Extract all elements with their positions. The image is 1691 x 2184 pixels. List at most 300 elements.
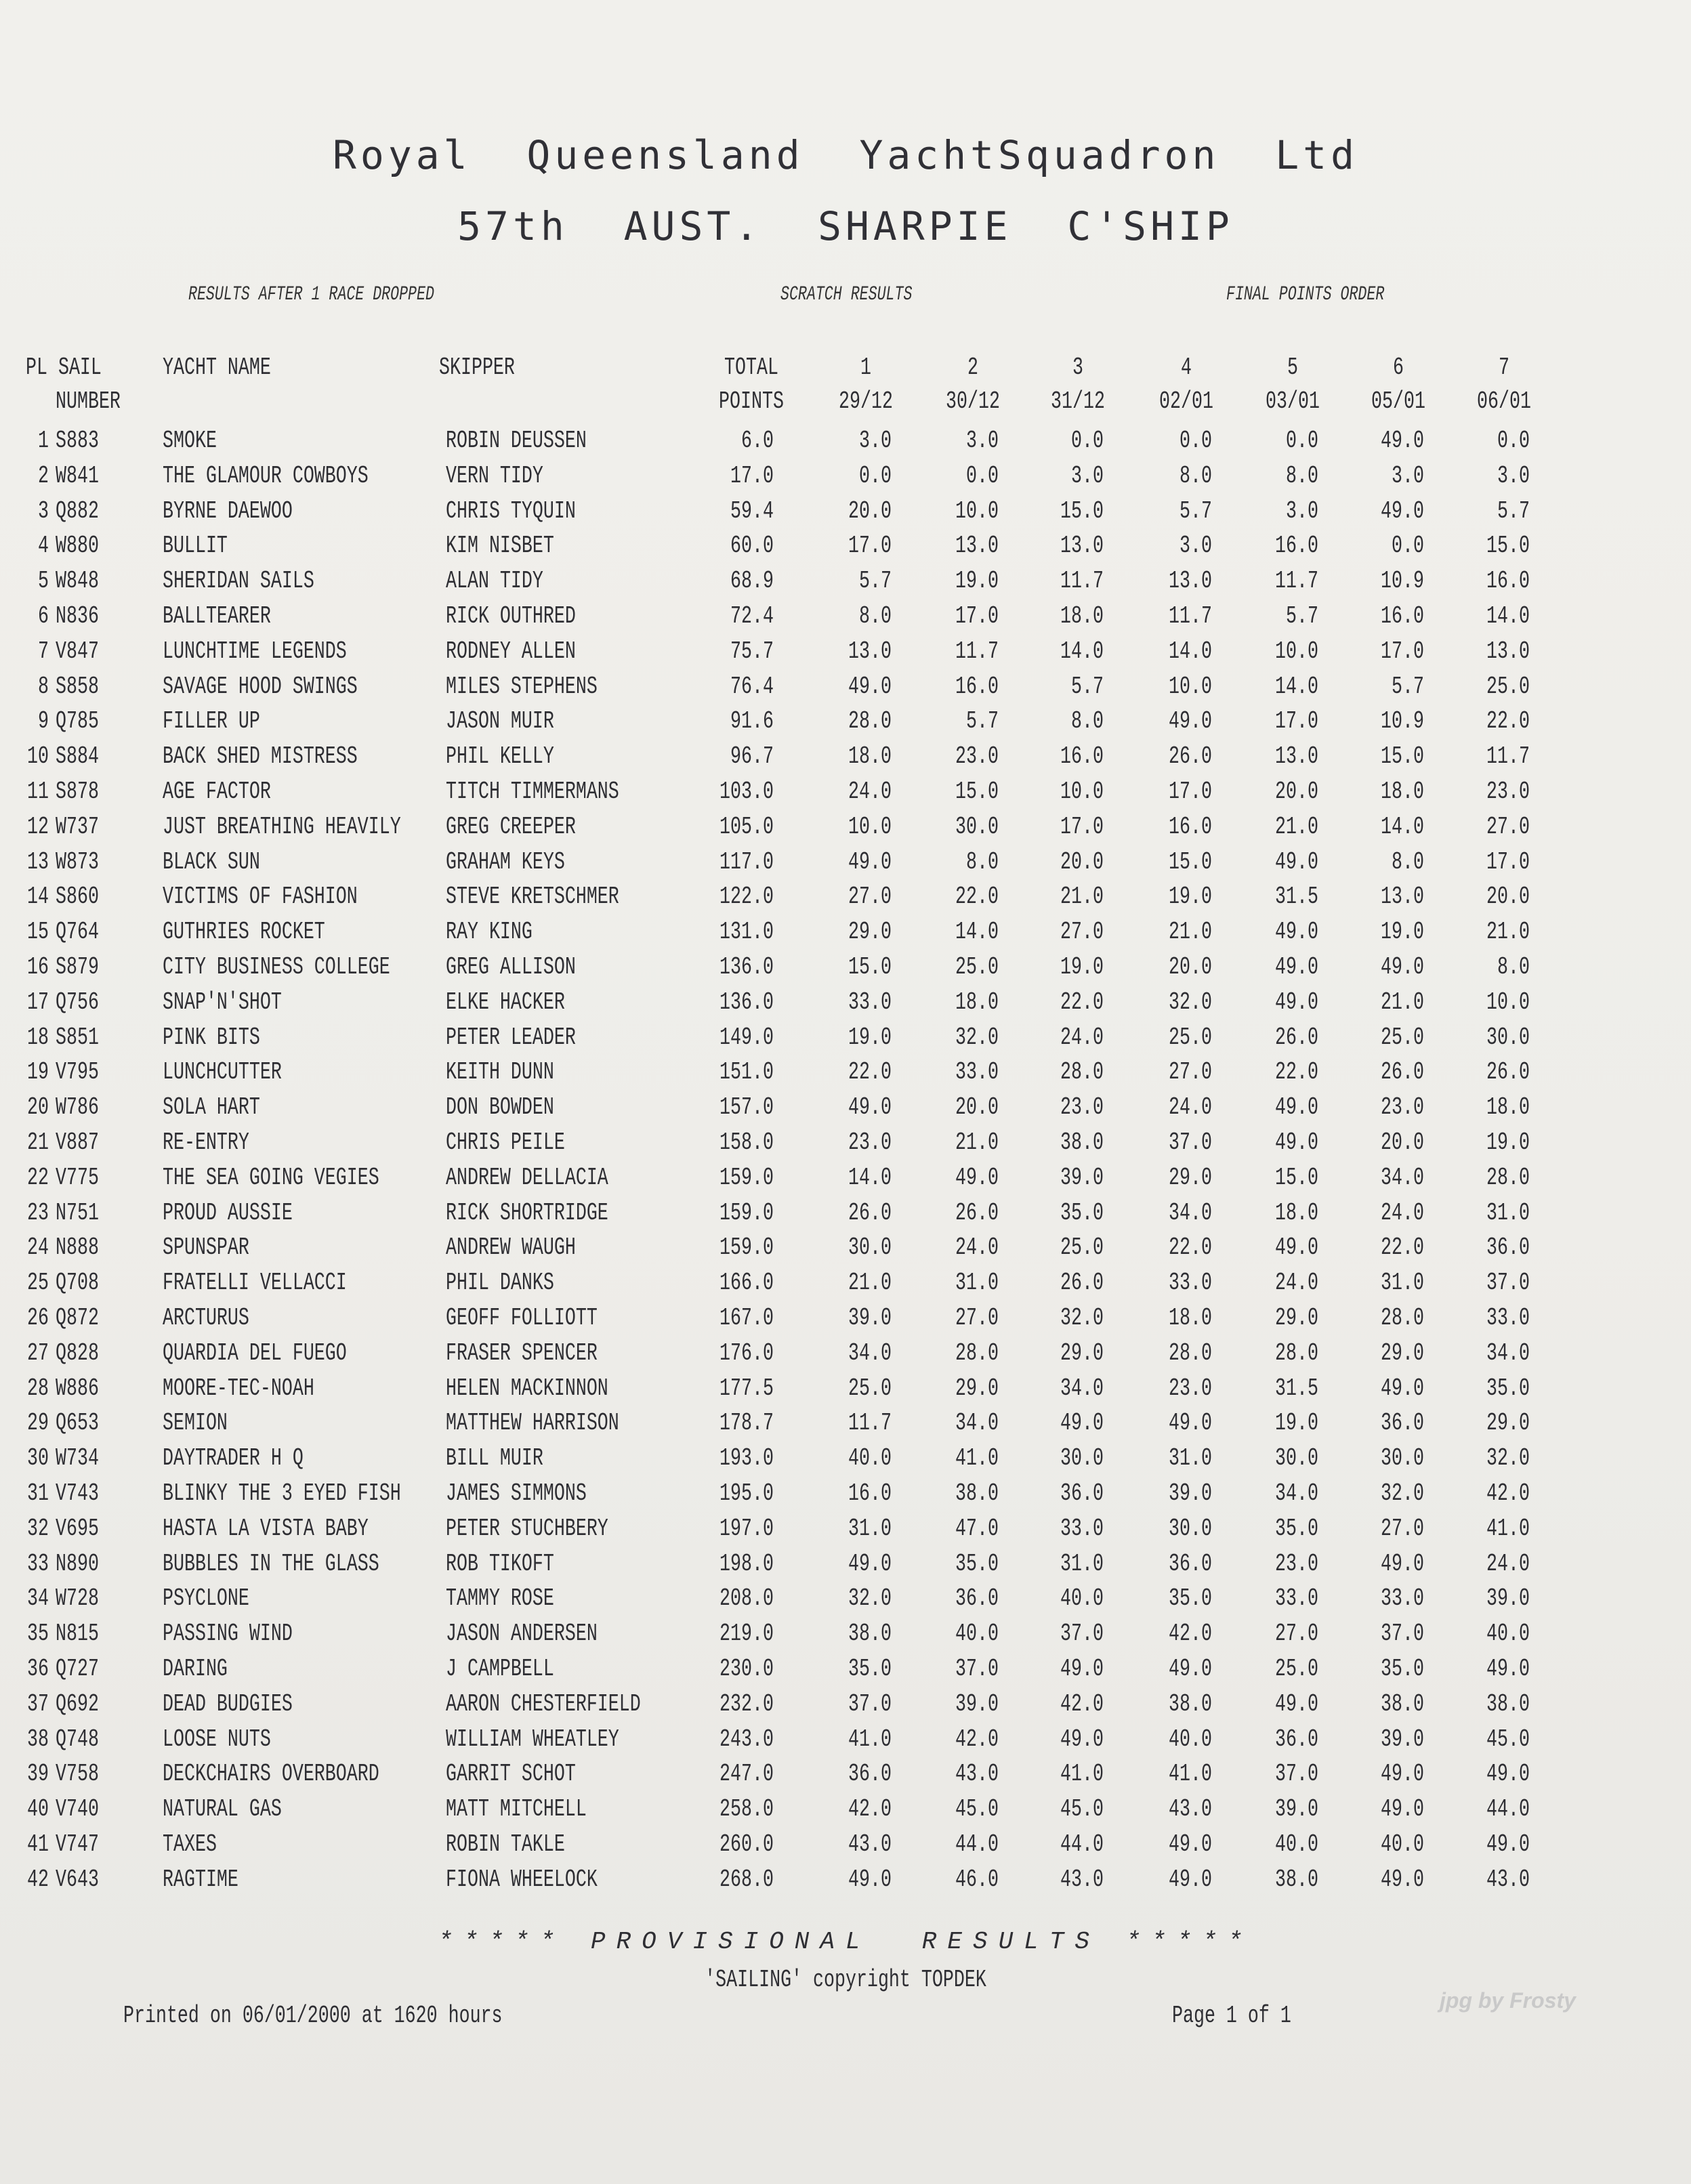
- place-cell: 33: [27, 1549, 49, 1578]
- sail-number-cell: Q653: [56, 1409, 99, 1437]
- race-7-score-cell: 36.0: [1486, 1234, 1530, 1262]
- place-cell: 11: [27, 778, 49, 805]
- race-5-score-cell: 35.0: [1275, 1514, 1318, 1542]
- race-2-score-cell: 19.0: [955, 567, 999, 595]
- race-3-score-cell: 18.0: [1060, 602, 1104, 630]
- place-cell: 29: [27, 1409, 49, 1437]
- race-7-score-cell: 27.0: [1486, 812, 1530, 841]
- race-7-score-cell: 49.0: [1486, 1760, 1530, 1788]
- total-points-cell: 198.0: [719, 1549, 774, 1578]
- total-points-cell: 247.0: [719, 1760, 774, 1788]
- yacht-name-cell: SNAP'N'SHOT: [163, 988, 282, 1016]
- race-7-score-cell: 22.0: [1486, 707, 1530, 736]
- place-cell: 12: [27, 812, 49, 841]
- skipper-cell: HELEN MACKINNON: [446, 1374, 608, 1402]
- race-3-score-cell: 37.0: [1060, 1620, 1104, 1648]
- race-3-score-cell: 49.0: [1060, 1725, 1104, 1753]
- race-4-score-cell: 23.0: [1169, 1374, 1212, 1402]
- race-7-score-cell: 42.0: [1486, 1479, 1530, 1507]
- race-7-score-cell: 10.0: [1486, 988, 1530, 1016]
- place-cell: 34: [27, 1584, 49, 1613]
- header-number: NUMBER: [56, 387, 121, 415]
- header-race-7-number: 7: [1498, 354, 1509, 381]
- race-4-score-cell: 10.0: [1169, 672, 1212, 700]
- race-4-score-cell: 0.0: [1179, 427, 1212, 455]
- total-points-cell: 136.0: [719, 953, 774, 981]
- race-3-score-cell: 28.0: [1060, 1058, 1104, 1087]
- place-cell: 8: [38, 672, 49, 700]
- sail-number-cell: Q748: [56, 1725, 99, 1753]
- watermark: jpg by Frosty: [1440, 1988, 1576, 2013]
- race-5-score-cell: 49.0: [1275, 918, 1318, 946]
- sail-number-cell: V695: [56, 1514, 99, 1542]
- race-6-score-cell: 8.0: [1392, 847, 1424, 876]
- total-points-cell: 151.0: [719, 1058, 774, 1087]
- place-cell: 25: [27, 1269, 49, 1297]
- sail-number-cell: Q828: [56, 1339, 99, 1367]
- page-number: Page 1 of 1: [1172, 2002, 1291, 2030]
- place-cell: 10: [27, 742, 49, 771]
- place-cell: 4: [38, 532, 49, 560]
- race-2-score-cell: 8.0: [966, 847, 999, 876]
- race-4-score-cell: 5.7: [1179, 497, 1212, 525]
- race-7-score-cell: 21.0: [1486, 918, 1530, 946]
- yacht-name-cell: DAYTRADER H Q: [163, 1444, 304, 1473]
- sail-number-cell: W873: [56, 847, 99, 876]
- race-4-score-cell: 37.0: [1169, 1129, 1212, 1156]
- printed-timestamp: Printed on 06/01/2000 at 1620 hours: [123, 2002, 503, 2030]
- skipper-cell: JASON MUIR: [446, 707, 554, 736]
- race-2-score-cell: 13.0: [955, 532, 999, 560]
- race-2-score-cell: 47.0: [955, 1514, 999, 1542]
- race-3-score-cell: 38.0: [1060, 1129, 1104, 1156]
- yacht-name-cell: LUNCHTIME LEGENDS: [163, 637, 347, 665]
- race-3-score-cell: 21.0: [1060, 883, 1104, 911]
- place-cell: 38: [27, 1725, 49, 1753]
- skipper-cell: FRASER SPENCER: [446, 1339, 598, 1367]
- race-3-score-cell: 3.0: [1071, 461, 1104, 490]
- race-5-score-cell: 49.0: [1275, 1234, 1318, 1262]
- yacht-name-cell: DECKCHAIRS OVERBOARD: [163, 1760, 379, 1788]
- yacht-name-cell: SOLA HART: [163, 1093, 260, 1122]
- race-1-score-cell: 10.0: [848, 812, 892, 841]
- race-2-score-cell: 33.0: [955, 1058, 999, 1087]
- race-6-score-cell: 49.0: [1381, 1374, 1424, 1402]
- yacht-name-cell: JUST BREATHING HEAVILY: [163, 812, 401, 841]
- yacht-name-cell: BLINKY THE 3 EYED FISH: [163, 1479, 401, 1507]
- race-4-score-cell: 24.0: [1169, 1093, 1212, 1122]
- sail-number-cell: V775: [56, 1163, 99, 1192]
- race-4-score-cell: 13.0: [1169, 567, 1212, 595]
- race-4-score-cell: 38.0: [1169, 1689, 1212, 1718]
- yacht-name-cell: DEAD BUDGIES: [163, 1689, 293, 1718]
- sail-number-cell: V740: [56, 1795, 99, 1824]
- skipper-cell: ROB TIKOFT: [446, 1549, 554, 1578]
- sail-number-cell: S878: [56, 778, 99, 805]
- race-2-score-cell: 42.0: [955, 1725, 999, 1753]
- header-yacht-name: YACHT NAME: [163, 354, 271, 381]
- place-cell: 7: [38, 637, 49, 665]
- skipper-cell: VERN TIDY: [446, 461, 543, 490]
- race-5-score-cell: 15.0: [1275, 1163, 1318, 1192]
- race-6-score-cell: 21.0: [1381, 988, 1424, 1016]
- race-4-score-cell: 27.0: [1169, 1058, 1212, 1087]
- total-points-cell: 59.4: [730, 497, 774, 525]
- race-1-score-cell: 49.0: [848, 1549, 892, 1578]
- skipper-cell: ANDREW DELLACIA: [446, 1163, 608, 1192]
- race-4-score-cell: 11.7: [1169, 602, 1212, 630]
- race-1-score-cell: 33.0: [848, 988, 892, 1016]
- yacht-name-cell: SEMION: [163, 1409, 228, 1437]
- skipper-cell: RICK SHORTRIDGE: [446, 1198, 608, 1227]
- race-1-score-cell: 28.0: [848, 707, 892, 736]
- place-cell: 22: [27, 1163, 49, 1192]
- race-1-score-cell: 49.0: [848, 1093, 892, 1122]
- place-cell: 37: [27, 1689, 49, 1718]
- yacht-name-cell: LOOSE NUTS: [163, 1725, 271, 1753]
- race-3-score-cell: 15.0: [1060, 497, 1104, 525]
- race-5-score-cell: 31.5: [1275, 883, 1318, 911]
- total-points-cell: 193.0: [719, 1444, 774, 1473]
- race-4-score-cell: 34.0: [1169, 1198, 1212, 1227]
- race-6-score-cell: 49.0: [1381, 953, 1424, 981]
- header-race-6-date: 05/01: [1371, 387, 1425, 415]
- total-points-cell: 208.0: [719, 1584, 774, 1613]
- race-4-score-cell: 30.0: [1169, 1514, 1212, 1542]
- place-cell: 16: [27, 953, 49, 981]
- sail-number-cell: V795: [56, 1058, 99, 1087]
- total-points-cell: 258.0: [719, 1795, 774, 1824]
- place-cell: 35: [27, 1620, 49, 1648]
- race-4-score-cell: 49.0: [1169, 1830, 1212, 1858]
- total-points-cell: 268.0: [719, 1865, 774, 1893]
- total-points-cell: 177.5: [719, 1374, 774, 1402]
- yacht-name-cell: HASTA LA VISTA BABY: [163, 1514, 369, 1542]
- place-cell: 30: [27, 1444, 49, 1473]
- race-5-score-cell: 20.0: [1275, 778, 1318, 805]
- race-1-score-cell: 35.0: [848, 1655, 892, 1683]
- race-5-score-cell: 18.0: [1275, 1198, 1318, 1227]
- race-5-score-cell: 28.0: [1275, 1339, 1318, 1367]
- race-4-score-cell: 49.0: [1169, 707, 1212, 736]
- total-points-cell: 17.0: [730, 461, 774, 490]
- skipper-cell: GREG ALLISON: [446, 953, 576, 981]
- race-2-score-cell: 35.0: [955, 1549, 999, 1578]
- race-5-score-cell: 10.0: [1275, 637, 1318, 665]
- race-2-score-cell: 25.0: [955, 953, 999, 981]
- race-2-score-cell: 10.0: [955, 497, 999, 525]
- race-1-score-cell: 21.0: [848, 1269, 892, 1297]
- race-1-score-cell: 31.0: [848, 1514, 892, 1542]
- place-cell: 21: [27, 1129, 49, 1156]
- race-4-score-cell: 15.0: [1169, 847, 1212, 876]
- race-2-score-cell: 15.0: [955, 778, 999, 805]
- race-5-score-cell: 37.0: [1275, 1760, 1318, 1788]
- header-race-3-date: 31/12: [1051, 387, 1105, 415]
- race-3-score-cell: 23.0: [1060, 1093, 1104, 1122]
- race-4-score-cell: 49.0: [1169, 1655, 1212, 1683]
- skipper-cell: J CAMPBELL: [446, 1655, 554, 1683]
- race-6-score-cell: 27.0: [1381, 1514, 1424, 1542]
- sail-number-cell: W734: [56, 1444, 99, 1473]
- header-race-2-number: 2: [967, 354, 978, 381]
- yacht-name-cell: SHERIDAN SAILS: [163, 567, 314, 595]
- race-2-score-cell: 24.0: [955, 1234, 999, 1262]
- race-6-score-cell: 49.0: [1381, 427, 1424, 455]
- race-1-score-cell: 19.0: [848, 1023, 892, 1051]
- race-1-score-cell: 8.0: [859, 602, 892, 630]
- race-6-score-cell: 49.0: [1381, 497, 1424, 525]
- skipper-cell: GARRIT SCHOT: [446, 1760, 576, 1788]
- race-6-score-cell: 36.0: [1381, 1409, 1424, 1437]
- race-6-score-cell: 28.0: [1381, 1304, 1424, 1332]
- skipper-cell: JAMES SIMMONS: [446, 1479, 587, 1507]
- race-6-score-cell: 23.0: [1381, 1093, 1424, 1122]
- sail-number-cell: W880: [56, 532, 99, 560]
- race-6-score-cell: 49.0: [1381, 1760, 1424, 1788]
- yacht-name-cell: GUTHRIES ROCKET: [163, 918, 325, 946]
- race-3-score-cell: 13.0: [1060, 532, 1104, 560]
- race-5-score-cell: 33.0: [1275, 1584, 1318, 1613]
- yacht-name-cell: FRATELLI VELLACCI: [163, 1269, 347, 1297]
- race-2-score-cell: 38.0: [955, 1479, 999, 1507]
- race-3-score-cell: 35.0: [1060, 1198, 1104, 1227]
- race-2-score-cell: 23.0: [955, 742, 999, 771]
- sail-number-cell: Q872: [56, 1304, 99, 1332]
- race-1-score-cell: 22.0: [848, 1058, 892, 1087]
- race-4-score-cell: 14.0: [1169, 637, 1212, 665]
- race-2-score-cell: 26.0: [955, 1198, 999, 1227]
- race-1-score-cell: 49.0: [848, 1865, 892, 1893]
- race-1-score-cell: 3.0: [859, 427, 892, 455]
- race-1-score-cell: 36.0: [848, 1760, 892, 1788]
- total-points-cell: 91.6: [730, 707, 774, 736]
- skipper-cell: ROBIN TAKLE: [446, 1830, 565, 1858]
- yacht-name-cell: RAGTIME: [163, 1865, 238, 1893]
- race-7-score-cell: 33.0: [1486, 1304, 1530, 1332]
- race-3-score-cell: 49.0: [1060, 1409, 1104, 1437]
- race-3-score-cell: 5.7: [1071, 672, 1104, 700]
- race-2-score-cell: 45.0: [955, 1795, 999, 1824]
- provisional-banner: ***** PROVISIONAL RESULTS *****: [438, 1928, 1253, 1956]
- race-2-score-cell: 11.7: [955, 637, 999, 665]
- race-4-score-cell: 19.0: [1169, 883, 1212, 911]
- yacht-name-cell: BULLIT: [163, 532, 228, 560]
- race-5-score-cell: 25.0: [1275, 1655, 1318, 1683]
- skipper-cell: RICK OUTHRED: [446, 602, 576, 630]
- race-7-score-cell: 39.0: [1486, 1584, 1530, 1613]
- race-3-score-cell: 22.0: [1060, 988, 1104, 1016]
- race-3-score-cell: 34.0: [1060, 1374, 1104, 1402]
- race-2-score-cell: 41.0: [955, 1444, 999, 1473]
- race-7-score-cell: 40.0: [1486, 1620, 1530, 1648]
- race-2-score-cell: 29.0: [955, 1374, 999, 1402]
- header-race-1-number: 1: [860, 354, 871, 381]
- race-1-score-cell: 23.0: [848, 1129, 892, 1156]
- race-3-score-cell: 17.0: [1060, 812, 1104, 841]
- sail-number-cell: S858: [56, 672, 99, 700]
- race-5-score-cell: 34.0: [1275, 1479, 1318, 1507]
- total-points-cell: 60.0: [730, 532, 774, 560]
- race-4-score-cell: 39.0: [1169, 1479, 1212, 1507]
- race-3-score-cell: 0.0: [1071, 427, 1104, 455]
- sail-number-cell: W886: [56, 1374, 99, 1402]
- race-6-score-cell: 38.0: [1381, 1689, 1424, 1718]
- yacht-name-cell: SPUNSPAR: [163, 1234, 249, 1262]
- total-points-cell: 158.0: [719, 1129, 774, 1156]
- race-6-score-cell: 49.0: [1381, 1795, 1424, 1824]
- race-2-score-cell: 20.0: [955, 1093, 999, 1122]
- race-5-score-cell: 30.0: [1275, 1444, 1318, 1473]
- place-cell: 13: [27, 847, 49, 876]
- race-5-score-cell: 31.5: [1275, 1374, 1318, 1402]
- yacht-name-cell: BUBBLES IN THE GLASS: [163, 1549, 379, 1578]
- race-1-score-cell: 17.0: [848, 532, 892, 560]
- header-race-6-number: 6: [1392, 354, 1404, 381]
- race-7-score-cell: 16.0: [1486, 567, 1530, 595]
- copyright-note: 'SAILING' copyright TOPDEK: [705, 1966, 986, 1994]
- race-1-score-cell: 34.0: [848, 1339, 892, 1367]
- yacht-name-cell: QUARDIA DEL FUEGO: [163, 1339, 347, 1367]
- race-5-score-cell: 13.0: [1275, 742, 1318, 771]
- race-4-score-cell: 17.0: [1169, 778, 1212, 805]
- race-5-score-cell: 3.0: [1286, 497, 1318, 525]
- race-7-score-cell: 5.7: [1497, 497, 1530, 525]
- skipper-cell: ALAN TIDY: [446, 567, 543, 595]
- sail-number-cell: W728: [56, 1584, 99, 1613]
- yacht-name-cell: RE-ENTRY: [163, 1129, 249, 1156]
- yacht-name-cell: SAVAGE HOOD SWINGS: [163, 672, 358, 700]
- header-race-2-date: 30/12: [946, 387, 1000, 415]
- skipper-cell: PHIL KELLY: [446, 742, 554, 771]
- total-points-cell: 230.0: [719, 1655, 774, 1683]
- skipper-cell: STEVE KRETSCHMER: [446, 883, 619, 911]
- header-race-7-date: 06/01: [1477, 387, 1531, 415]
- race-4-score-cell: 43.0: [1169, 1795, 1212, 1824]
- place-cell: 9: [38, 707, 49, 736]
- race-6-score-cell: 34.0: [1381, 1163, 1424, 1192]
- race-1-score-cell: 38.0: [848, 1620, 892, 1648]
- race-2-score-cell: 28.0: [955, 1339, 999, 1367]
- race-1-score-cell: 32.0: [848, 1584, 892, 1613]
- sail-number-cell: N888: [56, 1234, 99, 1262]
- race-7-score-cell: 35.0: [1486, 1374, 1530, 1402]
- total-points-cell: 232.0: [719, 1689, 774, 1718]
- race-3-score-cell: 25.0: [1060, 1234, 1104, 1262]
- race-5-score-cell: 24.0: [1275, 1269, 1318, 1297]
- race-3-score-cell: 29.0: [1060, 1339, 1104, 1367]
- total-points-cell: 117.0: [719, 847, 774, 876]
- race-1-score-cell: 49.0: [848, 847, 892, 876]
- race-3-score-cell: 41.0: [1060, 1760, 1104, 1788]
- race-7-score-cell: 23.0: [1486, 778, 1530, 805]
- race-3-score-cell: 49.0: [1060, 1655, 1104, 1683]
- race-7-score-cell: 19.0: [1486, 1129, 1530, 1156]
- place-cell: 17: [27, 988, 49, 1016]
- race-5-score-cell: 23.0: [1275, 1549, 1318, 1578]
- place-cell: 19: [27, 1058, 49, 1087]
- total-points-cell: 219.0: [719, 1620, 774, 1648]
- total-points-cell: 131.0: [719, 918, 774, 946]
- race-6-score-cell: 49.0: [1381, 1549, 1424, 1578]
- race-3-score-cell: 33.0: [1060, 1514, 1104, 1542]
- race-7-score-cell: 49.0: [1486, 1830, 1530, 1858]
- sail-number-cell: Q882: [56, 497, 99, 525]
- race-7-score-cell: 31.0: [1486, 1198, 1530, 1227]
- race-6-score-cell: 39.0: [1381, 1725, 1424, 1753]
- race-3-score-cell: 24.0: [1060, 1023, 1104, 1051]
- skipper-cell: TITCH TIMMERMANS: [446, 778, 619, 805]
- race-6-score-cell: 10.9: [1381, 707, 1424, 736]
- race-6-score-cell: 40.0: [1381, 1830, 1424, 1858]
- race-2-score-cell: 44.0: [955, 1830, 999, 1858]
- sail-number-cell: V847: [56, 637, 99, 665]
- race-1-score-cell: 5.7: [859, 567, 892, 595]
- race-6-score-cell: 15.0: [1381, 742, 1424, 771]
- race-3-score-cell: 45.0: [1060, 1795, 1104, 1824]
- race-6-score-cell: 30.0: [1381, 1444, 1424, 1473]
- place-cell: 1: [38, 427, 49, 455]
- header-race-5-date: 03/01: [1266, 387, 1320, 415]
- race-4-score-cell: 25.0: [1169, 1023, 1212, 1051]
- race-6-score-cell: 18.0: [1381, 778, 1424, 805]
- race-1-score-cell: 11.7: [848, 1409, 892, 1437]
- total-points-cell: 195.0: [719, 1479, 774, 1507]
- race-5-score-cell: 38.0: [1275, 1865, 1318, 1893]
- race-7-score-cell: 8.0: [1497, 953, 1530, 981]
- race-3-score-cell: 30.0: [1060, 1444, 1104, 1473]
- race-5-score-cell: 8.0: [1286, 461, 1318, 490]
- yacht-name-cell: MOORE-TEC-NOAH: [163, 1374, 314, 1402]
- race-6-score-cell: 29.0: [1381, 1339, 1424, 1367]
- yacht-name-cell: BACK SHED MISTRESS: [163, 742, 358, 771]
- race-1-score-cell: 0.0: [859, 461, 892, 490]
- race-4-score-cell: 28.0: [1169, 1339, 1212, 1367]
- yacht-name-cell: THE SEA GOING VEGIES: [163, 1163, 379, 1192]
- header-race-4-date: 02/01: [1159, 387, 1213, 415]
- total-points-cell: 197.0: [719, 1514, 774, 1542]
- place-cell: 26: [27, 1304, 49, 1332]
- race-6-score-cell: 25.0: [1381, 1023, 1424, 1051]
- race-5-score-cell: 49.0: [1275, 1689, 1318, 1718]
- race-7-score-cell: 26.0: [1486, 1058, 1530, 1087]
- race-3-score-cell: 27.0: [1060, 918, 1104, 946]
- race-2-score-cell: 27.0: [955, 1304, 999, 1332]
- total-points-cell: 176.0: [719, 1339, 774, 1367]
- race-1-score-cell: 25.0: [848, 1374, 892, 1402]
- yacht-name-cell: PSYCLONE: [163, 1584, 249, 1613]
- race-2-score-cell: 49.0: [955, 1163, 999, 1192]
- sail-number-cell: S879: [56, 953, 99, 981]
- sail-number-cell: N836: [56, 602, 99, 630]
- total-points-cell: 68.9: [730, 567, 774, 595]
- total-points-cell: 149.0: [719, 1023, 774, 1051]
- skipper-cell: TAMMY ROSE: [446, 1584, 554, 1613]
- race-7-score-cell: 41.0: [1486, 1514, 1530, 1542]
- race-2-score-cell: 39.0: [955, 1689, 999, 1718]
- total-points-cell: 105.0: [719, 812, 774, 841]
- place-cell: 39: [27, 1760, 49, 1788]
- race-2-score-cell: 14.0: [955, 918, 999, 946]
- race-3-score-cell: 31.0: [1060, 1549, 1104, 1578]
- club-title: Royal Queensland YachtSquadron Ltd: [332, 132, 1358, 178]
- header-points: POINTS: [719, 387, 784, 415]
- section-final-points: FINAL POINTS ORDER: [1226, 283, 1385, 306]
- race-3-score-cell: 32.0: [1060, 1304, 1104, 1332]
- total-points-cell: 157.0: [719, 1093, 774, 1122]
- race-5-score-cell: 49.0: [1275, 1093, 1318, 1122]
- yacht-name-cell: PINK BITS: [163, 1023, 260, 1051]
